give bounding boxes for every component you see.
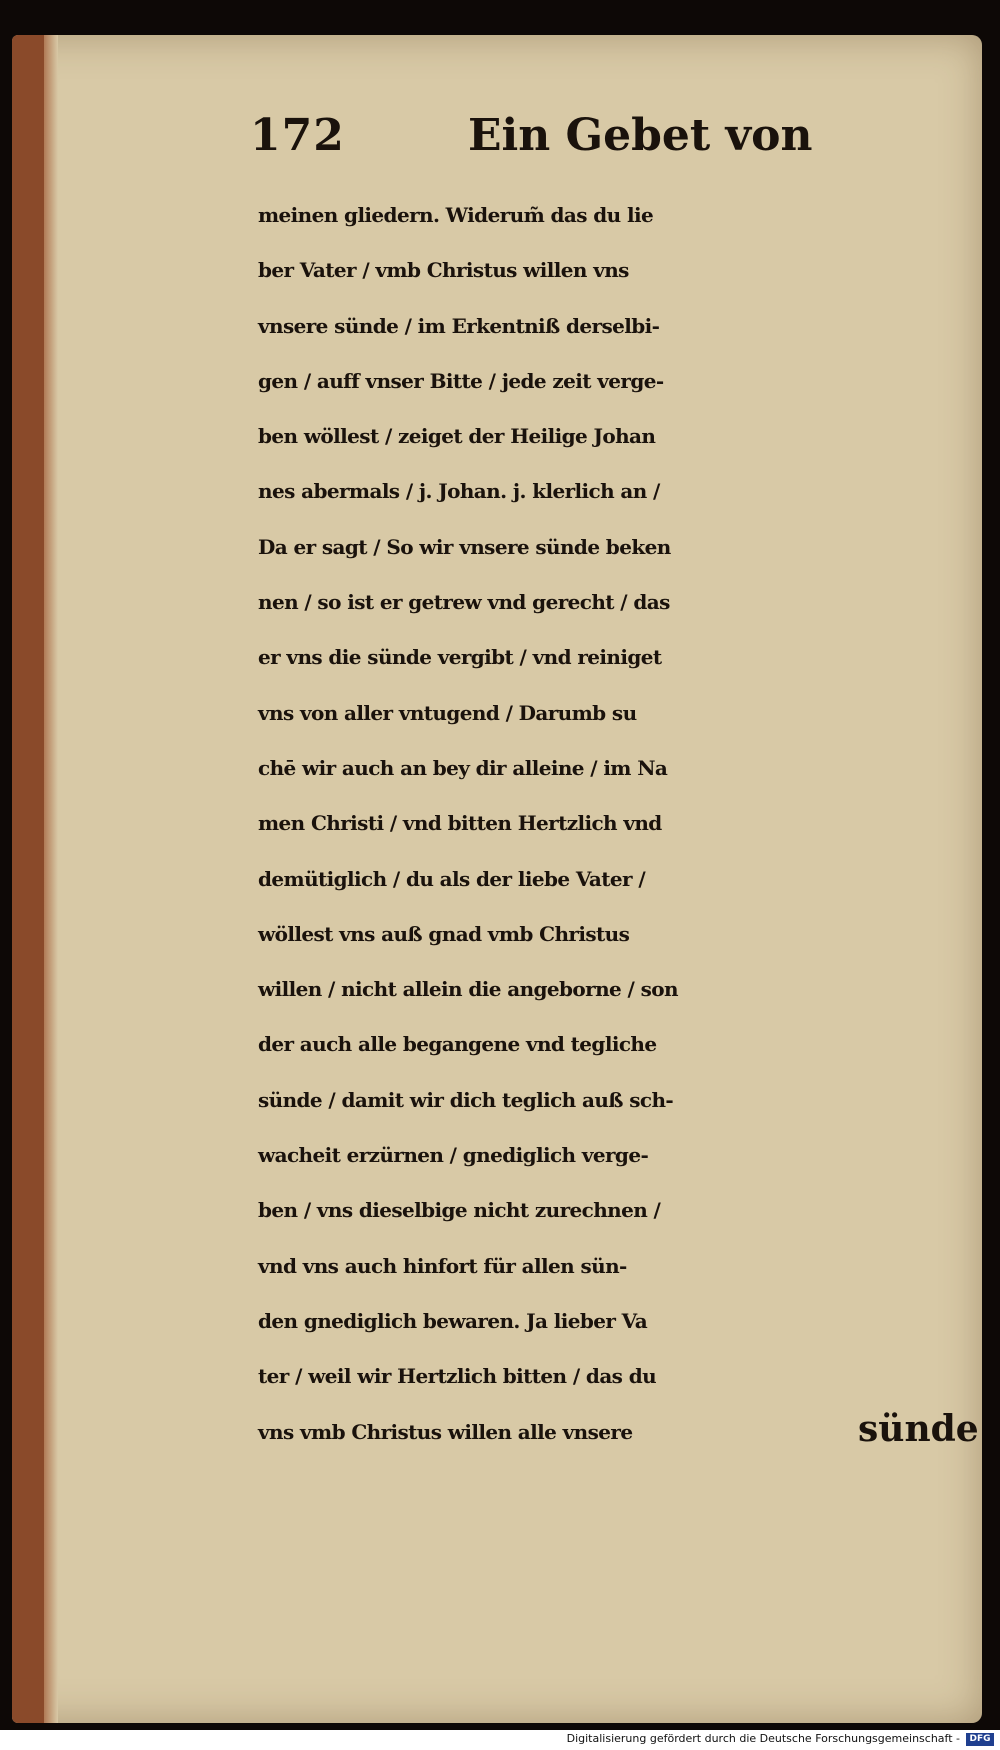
text-line: vnsere sünde / im Erkentniß derselbi- [258, 313, 660, 338]
text-line: er vns die sünde vergibt / vnd reiniget [258, 645, 662, 670]
text-line: meinen gliedern. Widerum̃ das du lie [258, 203, 654, 227]
text-line: nen / so ist er getrew vnd gerecht / das [258, 590, 670, 615]
text-line: willen / nicht allein die angeborne / son [258, 977, 678, 1002]
text-line: chē wir auch an bey dir alleine / im Na [258, 755, 668, 780]
text-line: sünde / damit wir dich teglich auß sch- [258, 1087, 674, 1112]
text-line: der auch alle begangene vnd tegliche [258, 1032, 657, 1057]
binding-edge [12, 35, 44, 1723]
text-line: ben wöllest / zeiget der Heilige Johan [258, 424, 656, 449]
text-line: ter / weil wir Hertzlich bitten / das du [258, 1364, 657, 1389]
body-text [258, 188, 968, 1460]
text-line: Da er sagt / So wir vnsere sünde beken [258, 534, 671, 559]
text-line: men Christi / vnd bitten Hertzlich vnd [258, 811, 662, 836]
page-gutter-shadow [44, 35, 58, 1723]
catchword: sünde [858, 1408, 979, 1450]
text-line: wacheit erzürnen / gnediglich verge- [258, 1143, 649, 1168]
digitization-credit: Digitalisierung gefördert durch die Deutsche Forschungsgemeinschaft - [566, 1732, 960, 1745]
page-header [250, 110, 950, 180]
text-line: demütiglich / du als der liebe Vater / [258, 866, 646, 891]
text-line: vns vmb Christus willen alle vnsere [258, 1419, 633, 1444]
running-head: Ein Gebet von [468, 110, 813, 161]
page-number: 172 [250, 110, 345, 161]
text-line: nes abermals / j. Johan. j. klerlich an / [258, 479, 660, 504]
dfg-logo: DFG [966, 1733, 994, 1746]
text-line: den gnediglich bewaren. Ja lieber Va [258, 1308, 648, 1333]
text-line: ben / vns dieselbige nicht zurechnen / [258, 1198, 661, 1223]
text-line: vns von aller vntugend / Darumb su [258, 700, 637, 725]
text-line: gen / auff vnser Bitte / jede zeit verge- [258, 368, 664, 393]
text-line: ber Vater / vmb Christus willen vns [258, 258, 629, 283]
text-line: vnd vns auch hinfort für allen sün- [258, 1253, 627, 1278]
text-line: wöllest vns auß gnad vmb Christus [258, 921, 630, 946]
